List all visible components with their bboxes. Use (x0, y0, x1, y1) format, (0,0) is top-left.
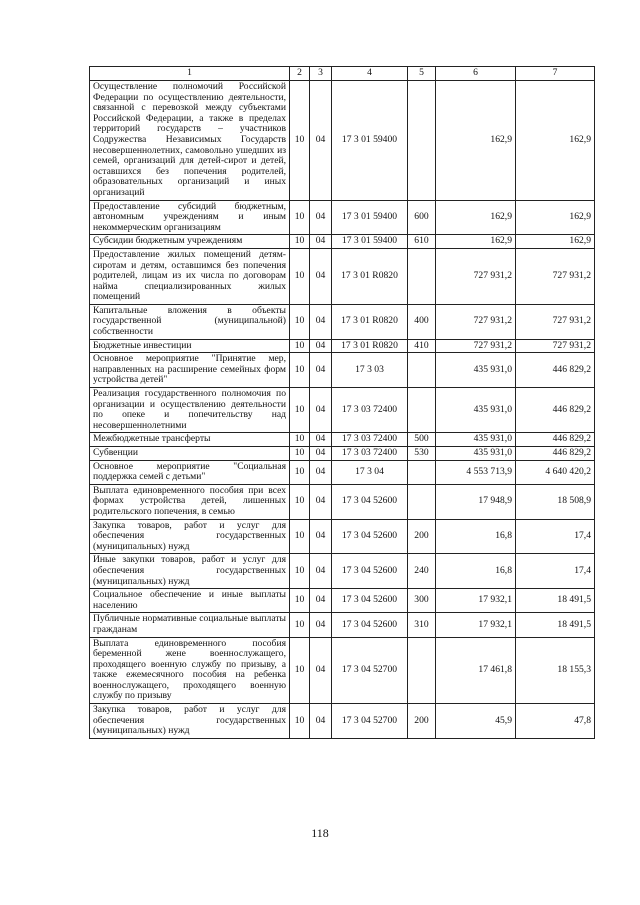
subsection-code-cell: 04 (310, 304, 332, 339)
subsection-code-cell: 04 (310, 339, 332, 353)
expense-name-cell: Межбюджетные трансферты (90, 433, 290, 447)
section-code-cell: 10 (290, 589, 310, 613)
expense-name-cell: Выплата единовременного пособия беременной жене военнослужащего, проходящего военную службу по призыву, а также ежемесячного пособия на ребенка военнослужащего, проходящего военную службу по призыву (90, 637, 290, 704)
amount-year1-cell: 45,9 (436, 704, 516, 739)
amount-year1-cell: 162,9 (436, 81, 516, 201)
amount-year2-cell: 727 931,2 (516, 304, 595, 339)
table-row (90, 613, 595, 637)
table-row (90, 248, 595, 304)
subsection-code-cell: 04 (310, 433, 332, 447)
table-row (90, 519, 595, 554)
header-cell-5: 5 (408, 67, 436, 81)
amount-year1-cell: 17 932,1 (436, 589, 516, 613)
table-row (90, 304, 595, 339)
amount-year1-cell: 4 553 713,9 (436, 460, 516, 484)
amount-year2-cell: 18 155,3 (516, 637, 595, 704)
table-row (90, 484, 595, 519)
target-article-cell: 17 3 01 59400 (332, 81, 408, 201)
subsection-code-cell: 04 (310, 519, 332, 554)
amount-year2-cell: 446 829,2 (516, 433, 595, 447)
table-row (90, 447, 595, 461)
expense-type-cell (408, 81, 436, 201)
amount-year1-cell: 727 931,2 (436, 339, 516, 353)
expense-type-cell (408, 460, 436, 484)
amount-year1-cell: 435 931,0 (436, 353, 516, 388)
subsection-code-cell: 04 (310, 460, 332, 484)
target-article-cell: 17 3 01 59400 (332, 235, 408, 249)
section-code-cell: 10 (290, 704, 310, 739)
amount-year1-cell: 435 931,0 (436, 388, 516, 433)
amount-year2-cell: 162,9 (516, 81, 595, 201)
amount-year2-cell: 18 508,9 (516, 484, 595, 519)
amount-year1-cell: 727 931,2 (436, 248, 516, 304)
expense-type-cell: 610 (408, 235, 436, 249)
expense-name-cell: Иные закупки товаров, работ и услуг для обеспечения государственных (муниципальных) нужд (90, 554, 290, 589)
target-article-cell: 17 3 04 52600 (332, 554, 408, 589)
target-article-cell: 17 3 04 52700 (332, 704, 408, 739)
section-code-cell: 10 (290, 519, 310, 554)
amount-year1-cell: 162,9 (436, 235, 516, 249)
amount-year2-cell: 47,8 (516, 704, 595, 739)
expense-name-cell: Субсидии бюджетным учреждениям (90, 235, 290, 249)
section-code-cell: 10 (290, 460, 310, 484)
section-code-cell: 10 (290, 484, 310, 519)
table-row (90, 353, 595, 388)
expense-name-cell: Основное мероприятие "Принятие мер, направленных на расширение семейных форм устройства детей" (90, 353, 290, 388)
target-article-cell: 17 3 01 R0820 (332, 339, 408, 353)
section-code-cell: 10 (290, 304, 310, 339)
amount-year2-cell: 727 931,2 (516, 339, 595, 353)
subsection-code-cell: 04 (310, 81, 332, 201)
table-row (90, 460, 595, 484)
subsection-code-cell: 04 (310, 235, 332, 249)
header-cell-6: 6 (436, 67, 516, 81)
expense-type-cell: 530 (408, 447, 436, 461)
expense-name-cell: Предоставление субсидий бюджетным, автономным учреждениям и иным некоммерческим организациям (90, 200, 290, 235)
subsection-code-cell: 04 (310, 589, 332, 613)
amount-year2-cell: 727 931,2 (516, 248, 595, 304)
expense-type-cell: 300 (408, 589, 436, 613)
amount-year2-cell: 17,4 (516, 519, 595, 554)
amount-year1-cell: 17 948,9 (436, 484, 516, 519)
amount-year1-cell: 727 931,2 (436, 304, 516, 339)
expense-type-cell: 200 (408, 704, 436, 739)
table-row (90, 81, 595, 201)
expense-type-cell (408, 248, 436, 304)
header-cell-3: 3 (310, 67, 332, 81)
table-row (90, 589, 595, 613)
header-row (90, 67, 595, 81)
target-article-cell: 17 3 04 52600 (332, 613, 408, 637)
section-code-cell: 10 (290, 353, 310, 388)
amount-year1-cell: 17 932,1 (436, 613, 516, 637)
expense-name-cell: Социальное обеспечение и иные выплаты населению (90, 589, 290, 613)
amount-year1-cell: 16,8 (436, 554, 516, 589)
page-number: 118 (311, 826, 329, 840)
expense-name-cell: Субвенции (90, 447, 290, 461)
amount-year2-cell: 18 491,5 (516, 613, 595, 637)
expense-name-cell: Осуществление полномочий Российской Федерации по осуществлению деятельности, связанной с перевозкой между субъектами Российской Федерации, а также в пределах территорий государств – участников Содружества Независимых Государств несовершеннолетних, самовольно ушедших из семей, организаций для детей-сирот и детей, оставшихся без попечения родителей, образовательных организаций и иных организаций (90, 81, 290, 201)
amount-year1-cell: 162,9 (436, 200, 516, 235)
table-row (90, 637, 595, 704)
amount-year2-cell: 446 829,2 (516, 353, 595, 388)
expense-name-cell: Предоставление жилых помещений детям-сиротам и детям, оставшимся без попечения родителей, лицам из их числа по договорам найма специализированных жилых помещений (90, 248, 290, 304)
table-row (90, 554, 595, 589)
table-row (90, 339, 595, 353)
subsection-code-cell: 04 (310, 388, 332, 433)
subsection-code-cell: 04 (310, 353, 332, 388)
section-code-cell: 10 (290, 81, 310, 201)
target-article-cell: 17 3 03 72400 (332, 433, 408, 447)
subsection-code-cell: 04 (310, 484, 332, 519)
subsection-code-cell: 04 (310, 554, 332, 589)
expense-name-cell: Выплата единовременного пособия при всех формах устройства детей, лишенных родительского попечения, в семью (90, 484, 290, 519)
section-code-cell: 10 (290, 200, 310, 235)
section-code-cell: 10 (290, 637, 310, 704)
expense-type-cell: 400 (408, 304, 436, 339)
section-code-cell: 10 (290, 339, 310, 353)
budget-table (89, 66, 595, 739)
target-article-cell: 17 3 04 52700 (332, 637, 408, 704)
amount-year2-cell: 4 640 420,2 (516, 460, 595, 484)
subsection-code-cell: 04 (310, 704, 332, 739)
amount-year2-cell: 446 829,2 (516, 447, 595, 461)
subsection-code-cell: 04 (310, 637, 332, 704)
expense-type-cell: 600 (408, 200, 436, 235)
expense-name-cell: Публичные нормативные социальные выплаты гражданам (90, 613, 290, 637)
table-row (90, 388, 595, 433)
header-cell-4: 4 (332, 67, 408, 81)
table-row (90, 235, 595, 249)
amount-year1-cell: 435 931,0 (436, 447, 516, 461)
amount-year2-cell: 446 829,2 (516, 388, 595, 433)
section-code-cell: 10 (290, 554, 310, 589)
header-cell-2: 2 (290, 67, 310, 81)
table-row (90, 704, 595, 739)
expense-name-cell: Закупка товаров, работ и услуг для обеспечения государственных (муниципальных) нужд (90, 519, 290, 554)
target-article-cell: 17 3 01 59400 (332, 200, 408, 235)
expense-type-cell: 240 (408, 554, 436, 589)
target-article-cell: 17 3 04 (332, 460, 408, 484)
table-row (90, 433, 595, 447)
section-code-cell: 10 (290, 613, 310, 637)
target-article-cell: 17 3 01 R0820 (332, 248, 408, 304)
amount-year2-cell: 18 491,5 (516, 589, 595, 613)
subsection-code-cell: 04 (310, 613, 332, 637)
expense-name-cell: Закупка товаров, работ и услуг для обеспечения государственных (муниципальных) нужд (90, 704, 290, 739)
amount-year1-cell: 16,8 (436, 519, 516, 554)
expense-type-cell (408, 353, 436, 388)
amount-year2-cell: 162,9 (516, 200, 595, 235)
section-code-cell: 10 (290, 433, 310, 447)
expense-type-cell: 500 (408, 433, 436, 447)
expense-type-cell: 310 (408, 613, 436, 637)
table-header (90, 67, 595, 81)
section-code-cell: 10 (290, 388, 310, 433)
expense-type-cell: 200 (408, 519, 436, 554)
section-code-cell: 10 (290, 248, 310, 304)
amount-year1-cell: 435 931,0 (436, 433, 516, 447)
table-row (90, 200, 595, 235)
expense-name-cell: Реализация государственного полномочия по организации и осуществлению деятельности по опеке и попечительству над несовершеннолетними (90, 388, 290, 433)
target-article-cell: 17 3 03 72400 (332, 447, 408, 461)
amount-year1-cell: 17 461,8 (436, 637, 516, 704)
target-article-cell: 17 3 03 72400 (332, 388, 408, 433)
header-cell-7: 7 (516, 67, 595, 81)
subsection-code-cell: 04 (310, 447, 332, 461)
expense-name-cell: Бюджетные инвестиции (90, 339, 290, 353)
table-body (90, 81, 595, 739)
expense-type-cell (408, 388, 436, 433)
expense-type-cell: 410 (408, 339, 436, 353)
target-article-cell: 17 3 03 (332, 353, 408, 388)
target-article-cell: 17 3 04 52600 (332, 589, 408, 613)
header-cell-1: 1 (90, 67, 290, 81)
expense-type-cell (408, 637, 436, 704)
section-code-cell: 10 (290, 447, 310, 461)
expense-name-cell: Капитальные вложения в объекты государственной (муниципальной) собственности (90, 304, 290, 339)
expense-type-cell (408, 484, 436, 519)
amount-year2-cell: 162,9 (516, 235, 595, 249)
section-code-cell: 10 (290, 235, 310, 249)
amount-year2-cell: 17,4 (516, 554, 595, 589)
expense-name-cell: Основное мероприятие "Социальная поддержка семей с детьми" (90, 460, 290, 484)
target-article-cell: 17 3 04 52600 (332, 519, 408, 554)
target-article-cell: 17 3 04 52600 (332, 484, 408, 519)
target-article-cell: 17 3 01 R0820 (332, 304, 408, 339)
subsection-code-cell: 04 (310, 248, 332, 304)
subsection-code-cell: 04 (310, 200, 332, 235)
